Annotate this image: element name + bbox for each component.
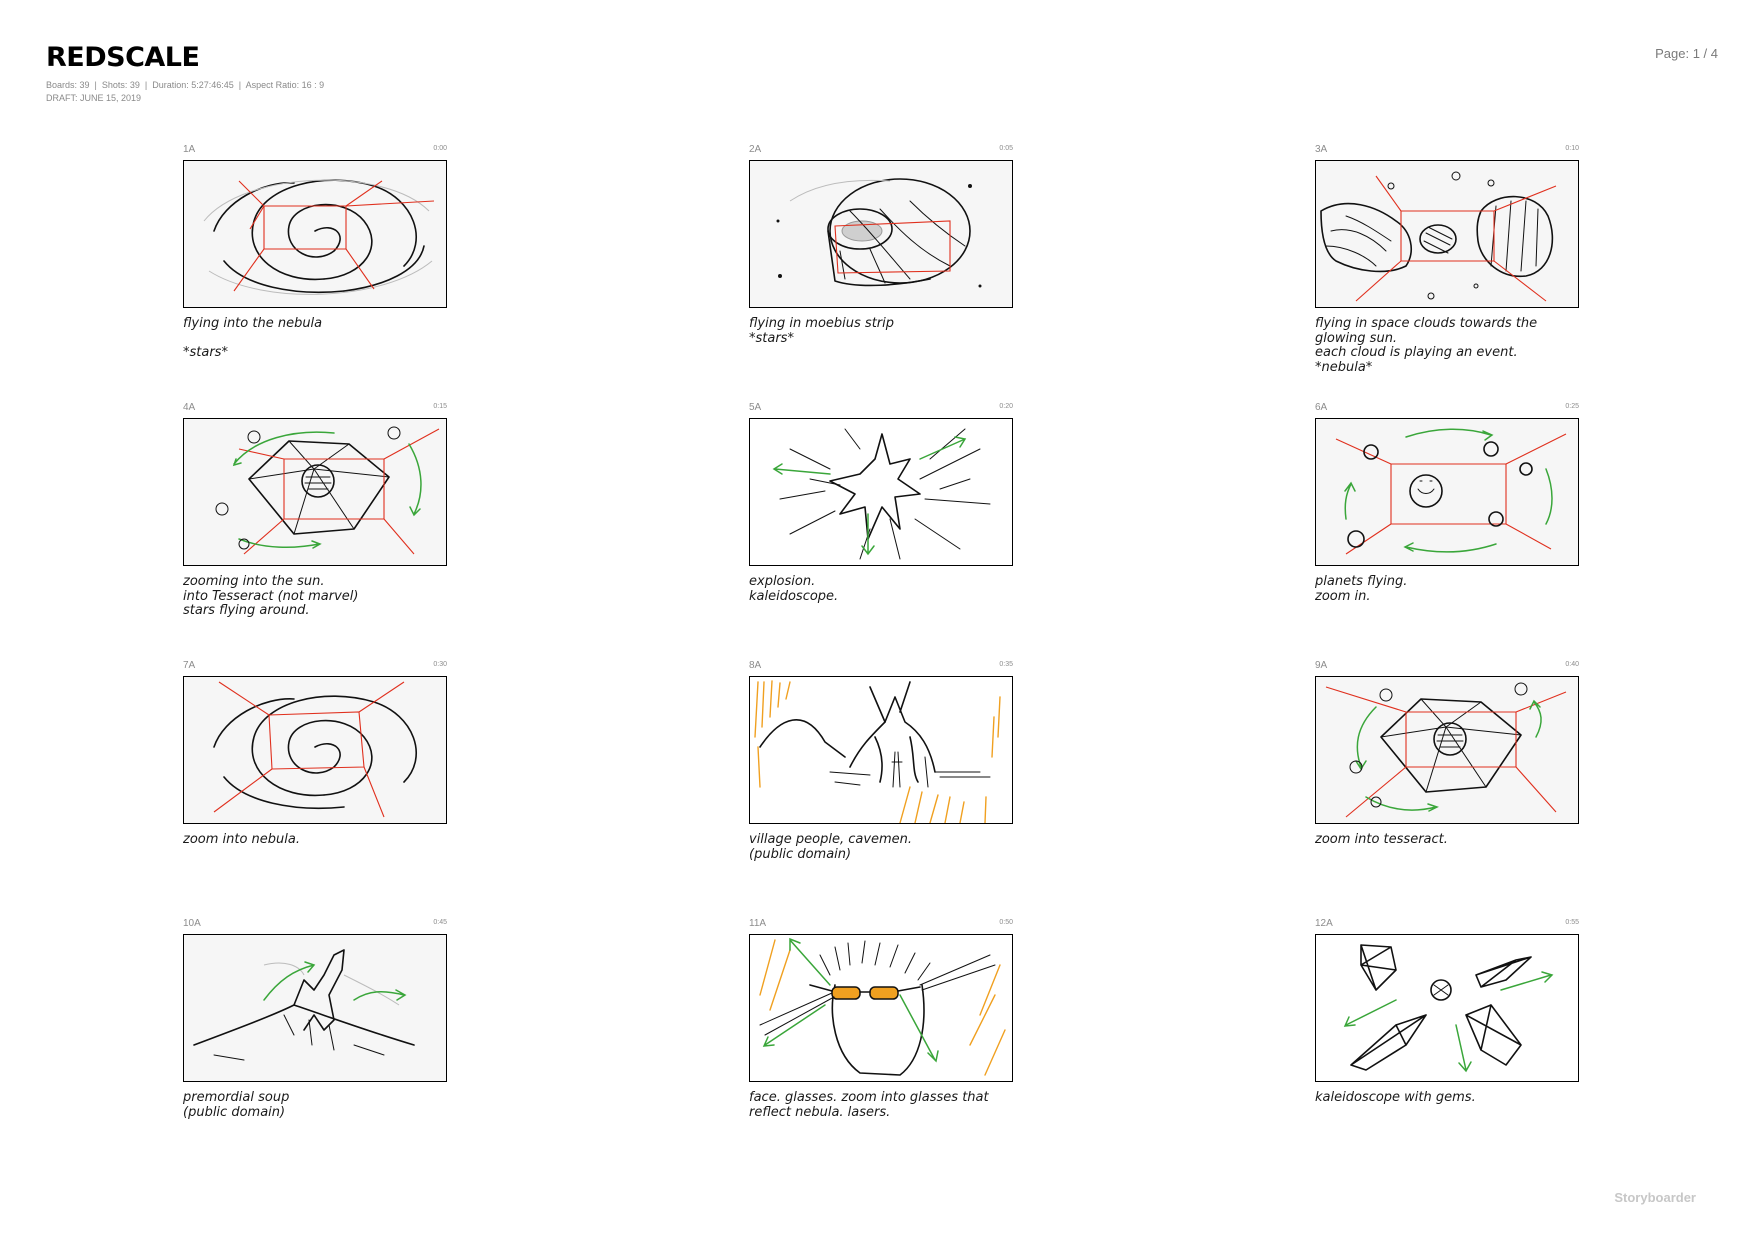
planets-sketch	[1316, 419, 1578, 565]
storyboard-panel-8a[interactable]	[749, 660, 1013, 862]
panel-caption: zoom into nebula.	[183, 832, 300, 847]
panel-duration: 0:30	[433, 661, 447, 668]
tesseract-zoom-sketch	[1316, 677, 1578, 823]
cavemen-village-sketch	[750, 677, 1012, 823]
storyboard-panel-5a[interactable]	[749, 402, 1013, 604]
panel-caption: kaleidoscope with gems.	[1315, 1090, 1476, 1105]
storyboarder-logo: Storyboarder	[1614, 1190, 1696, 1205]
panel-duration: 0:45	[433, 919, 447, 926]
sketch-frame[interactable]	[749, 934, 1013, 1082]
panel-duration: 0:15	[433, 403, 447, 410]
sketch-frame[interactable]	[749, 418, 1013, 566]
sketch-frame[interactable]	[183, 934, 447, 1082]
explosion-sketch	[750, 419, 1012, 565]
sketch-frame[interactable]	[1315, 418, 1579, 566]
panel-number: 9A	[1315, 660, 1328, 671]
primordial-soup-sketch	[184, 935, 446, 1081]
storyboard-panel-7a[interactable]	[183, 660, 447, 848]
panel-duration: 0:40	[1565, 661, 1579, 668]
document-title: REDSCALE	[46, 42, 200, 73]
moebius-strip-sketch	[750, 161, 1012, 307]
storyboard-panel-1a[interactable]	[183, 144, 447, 361]
nebula-sketch	[184, 161, 446, 307]
panel-number: 12A	[1315, 918, 1333, 929]
nebula-zoom-sketch	[184, 677, 446, 823]
face-glasses-sketch	[750, 935, 1012, 1081]
panel-number: 7A	[183, 660, 196, 671]
storyboard-panel-4a[interactable]	[183, 402, 447, 619]
draft-date: DRAFT: JUNE 15, 2019	[46, 93, 142, 103]
panel-number: 11A	[749, 918, 767, 929]
board-stats: Boards: 39 | Shots: 39 | Duration: 5:27:46:45 | Aspect Ratio: 16 : 9	[46, 80, 325, 90]
panel-duration: 0:25	[1565, 403, 1579, 410]
panel-caption: flying in space clouds towards the glowing sun. each cloud is playing an event. *nebula*	[1315, 316, 1538, 375]
panel-duration: 0:55	[1565, 919, 1579, 926]
panel-number: 8A	[749, 660, 762, 671]
panel-caption: planets flying. zoom in.	[1315, 574, 1408, 604]
panel-caption: explosion. kaleidoscope.	[749, 574, 839, 604]
sketch-frame[interactable]	[183, 160, 447, 308]
page-number: Page: 1 / 4	[1655, 46, 1718, 61]
sketch-frame[interactable]	[1315, 934, 1579, 1082]
panel-caption: premordial soup (public domain)	[183, 1090, 290, 1120]
panel-caption: village people, cavemen. (public domain)	[749, 832, 913, 862]
panel-duration: 0:05	[999, 145, 1013, 152]
sketch-frame[interactable]	[749, 676, 1013, 824]
panel-number: 2A	[749, 144, 762, 155]
gems-kaleidoscope-sketch	[1316, 935, 1578, 1081]
storyboard-panel-12a[interactable]	[1315, 918, 1579, 1106]
panel-duration: 0:10	[1565, 145, 1579, 152]
panel-caption: zoom into tesseract.	[1315, 832, 1448, 847]
sketch-frame[interactable]	[183, 676, 447, 824]
panel-number: 6A	[1315, 402, 1328, 413]
panel-number: 4A	[183, 402, 196, 413]
storyboard-panel-9a[interactable]	[1315, 660, 1579, 848]
space-clouds-sketch	[1316, 161, 1578, 307]
storyboard-panel-10a[interactable]	[183, 918, 447, 1120]
panel-caption: zooming into the sun. into Tesseract (not marvel) stars flying around.	[183, 574, 359, 618]
panel-caption: face. glasses. zoom into glasses that reflect nebula. lasers.	[749, 1090, 989, 1120]
panel-duration: 0:35	[999, 661, 1013, 668]
panel-number: 5A	[749, 402, 762, 413]
storyboard-panel-2a[interactable]	[749, 144, 1013, 346]
sketch-frame[interactable]	[1315, 676, 1579, 824]
tesseract-sun-sketch	[184, 419, 446, 565]
storyboard-panel-6a[interactable]	[1315, 402, 1579, 604]
sketch-frame[interactable]	[749, 160, 1013, 308]
panel-number: 10A	[183, 918, 201, 929]
panel-number: 3A	[1315, 144, 1328, 155]
storyboard-panel-11a[interactable]	[749, 918, 1013, 1120]
panel-duration: 0:50	[999, 919, 1013, 926]
sketch-frame[interactable]	[183, 418, 447, 566]
panel-number: 1A	[183, 144, 196, 155]
sketch-frame[interactable]	[1315, 160, 1579, 308]
panel-caption: flying in moebius strip *stars*	[749, 316, 895, 346]
panel-duration: 0:20	[999, 403, 1013, 410]
panel-duration: 0:00	[433, 145, 447, 152]
storyboard-panel-3a[interactable]	[1315, 144, 1579, 375]
panel-caption: flying into the nebula *stars*	[183, 316, 323, 360]
